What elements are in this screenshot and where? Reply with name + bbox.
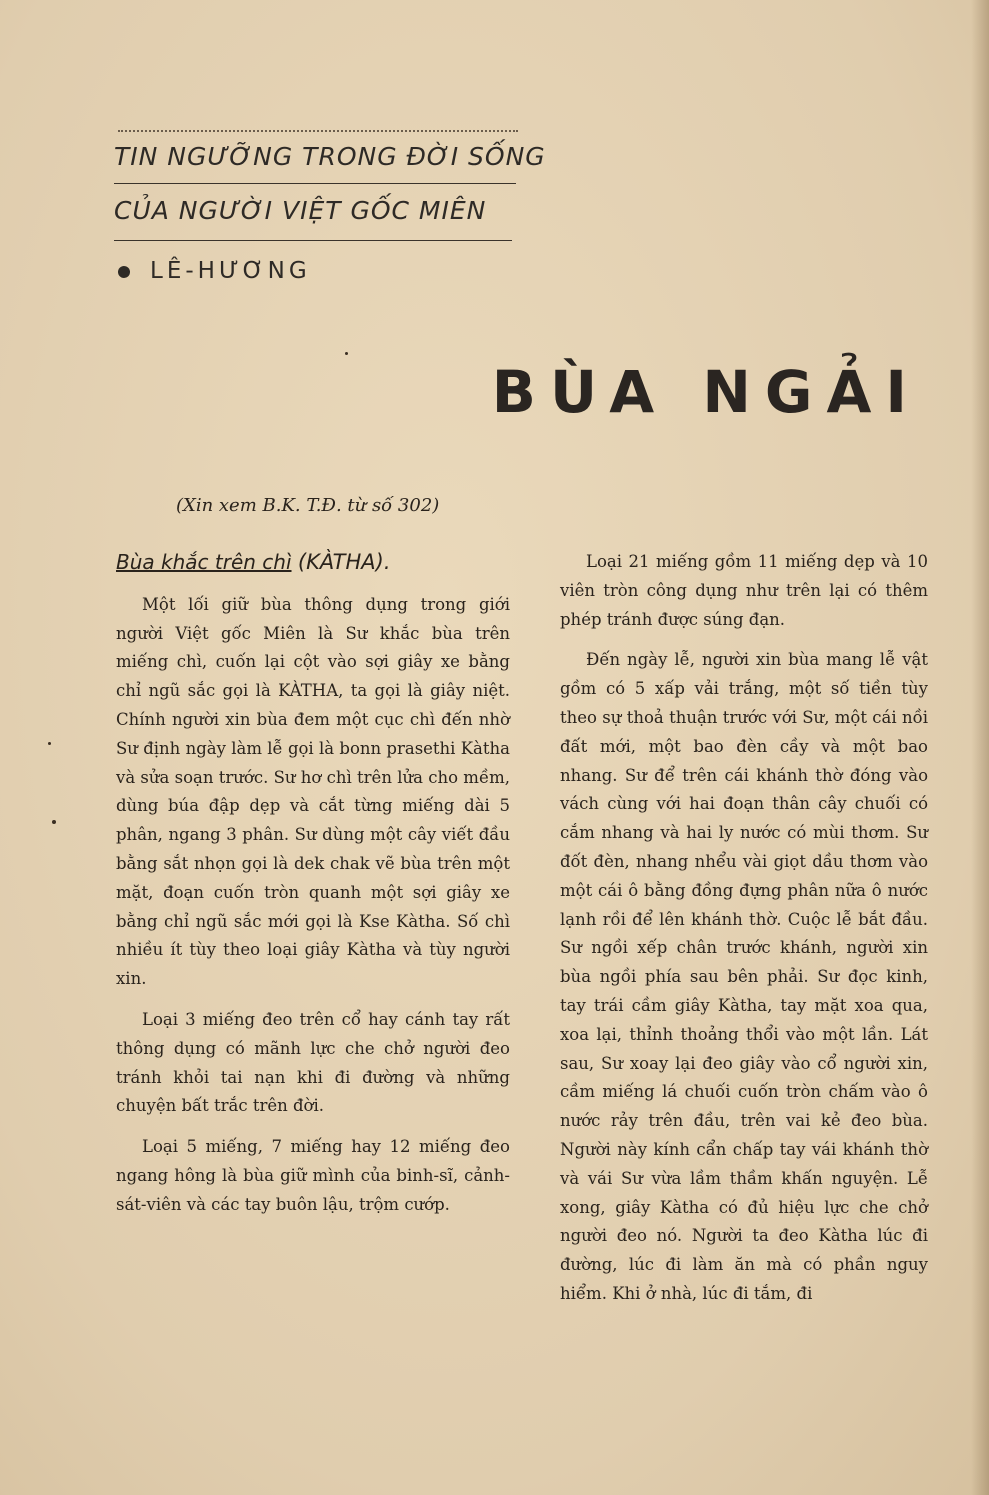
article-title: BÙA NGẢI — [491, 358, 921, 426]
print-speck — [345, 352, 348, 355]
divider-rule — [114, 240, 512, 241]
page-edge-shadow — [971, 0, 989, 1495]
print-speck — [48, 742, 51, 745]
series-title-line-1: TIN NGƯỠNG TRONG ĐỜI SỐNG — [114, 142, 546, 171]
paragraph: Loại 21 miếng gồm 11 miếng dẹp và 10 viên tròn công dụng như trên lại có thêm phép tránh được súng đạn. — [560, 552, 928, 629]
bullet-icon — [118, 266, 130, 278]
section-heading — [116, 548, 510, 577]
paragraph: Đến ngày lễ, người xin bùa mang lễ vật gồm có 5 xấp vải trắng, một số tiền tùy theo sự thoả thuận trước với Sư, một cái nồi đất mới, một bao đèn cầy và một bao nhang. Sư để trên cái khánh thờ đóng vào vách cùng với hai đoạn thân cây chuối có cắm nhang và hai ly nước có mùi thơm. Sư đốt đèn, nhang nhểu vài giọt dầu thơm vào một cái ô bằng đồng đựng phân nữa ô nước lạnh rồi để lên khánh thờ. Cuộc lễ bắt đầu. Sư ngồi xếp chân trước khánh, người xin bùa ngồi phía sau bên phải. Sư đọc kinh, tay trái cầm giây Kàtha, tay mặt xoa qua, xoa lại, thỉnh thoảng thổi vào một lần. Lát sau, Sư xoay lại đeo giây vào cổ người xin, cầm miếng lá chuối cuốn tròn chấm vào ô nước rảy trên đầu, trên vai kẻ đeo bùa. Người này kính cẩn chấp tay vái khánh thờ và vái Sư vừa lầm thầm khấn nguyện. Lễ xong, giây Kàtha có đủ hiệu lực che chở người đeo nó. Người ta đeo Kàtha lúc đi đường, lúc đi làm ăn mà có phần nguy hiểm. Khi ở nhà, lúc đi tắm, đi — [560, 650, 928, 1303]
divider-rule — [114, 183, 516, 184]
series-title-line-2: CỦA NGƯỜI VIỆT GỐC MIÊN — [114, 196, 487, 225]
dotted-rule — [118, 130, 518, 132]
paragraph: Loại 5 miếng, 7 miếng hay 12 miếng đeo ngang hông là bùa giữ mình của binh-sĩ, cảnh-sát-viên và các tay buôn lậu, trộm cướp. — [116, 1137, 510, 1214]
right-column — [560, 548, 928, 1321]
author-name: LÊ-HƯƠNG — [150, 258, 311, 284]
section-heading-text: Bùa khắc trên chì — [116, 550, 292, 574]
paragraph: Loại 3 miếng đeo trên cổ hay cánh tay rất thông dụng có mãnh lực che chở người đeo tránh khỏi tai nạn khi đi đường và những chuyện bất trắc trên đời. — [116, 1009, 510, 1116]
print-speck — [52, 820, 56, 824]
paragraph: Một lối giữ bùa thông dụng trong giới người Việt gốc Miên là Sư khắc bùa trên miếng chì, cuốn lại cột vào sợi giây xe bằng chỉ ngũ sắc gọi là KÀTHA, ta gọi là giây niệt. Chính người xin bùa đem một cục chì đến nhờ Sư định ngày làm lễ gọi là bonn prasethi Kàtha và sửa soạn trước. Sư hơ chì trên lửa cho mềm, dùng búa đập dẹp và cắt từng miếng dài 5 phân, ngang 3 phân. Sư dùng một cây viết đầu bằng sắt nhọn gọi là dek chak vẽ bùa trên một mặt, đoạn cuốn tròn quanh một sợi giây xe bằng chỉ ngũ sắc mới gọi là Kse Kàtha. Số chì nhiều ít tùy theo loại giây Kàtha và tùy người xin. — [116, 594, 510, 989]
issue-reference: (Xin xem B.K. T.Đ. từ số 302) — [176, 495, 440, 516]
author-line — [118, 258, 311, 284]
left-column — [116, 548, 510, 1232]
section-heading-term: (KÀTHA). — [297, 550, 391, 574]
